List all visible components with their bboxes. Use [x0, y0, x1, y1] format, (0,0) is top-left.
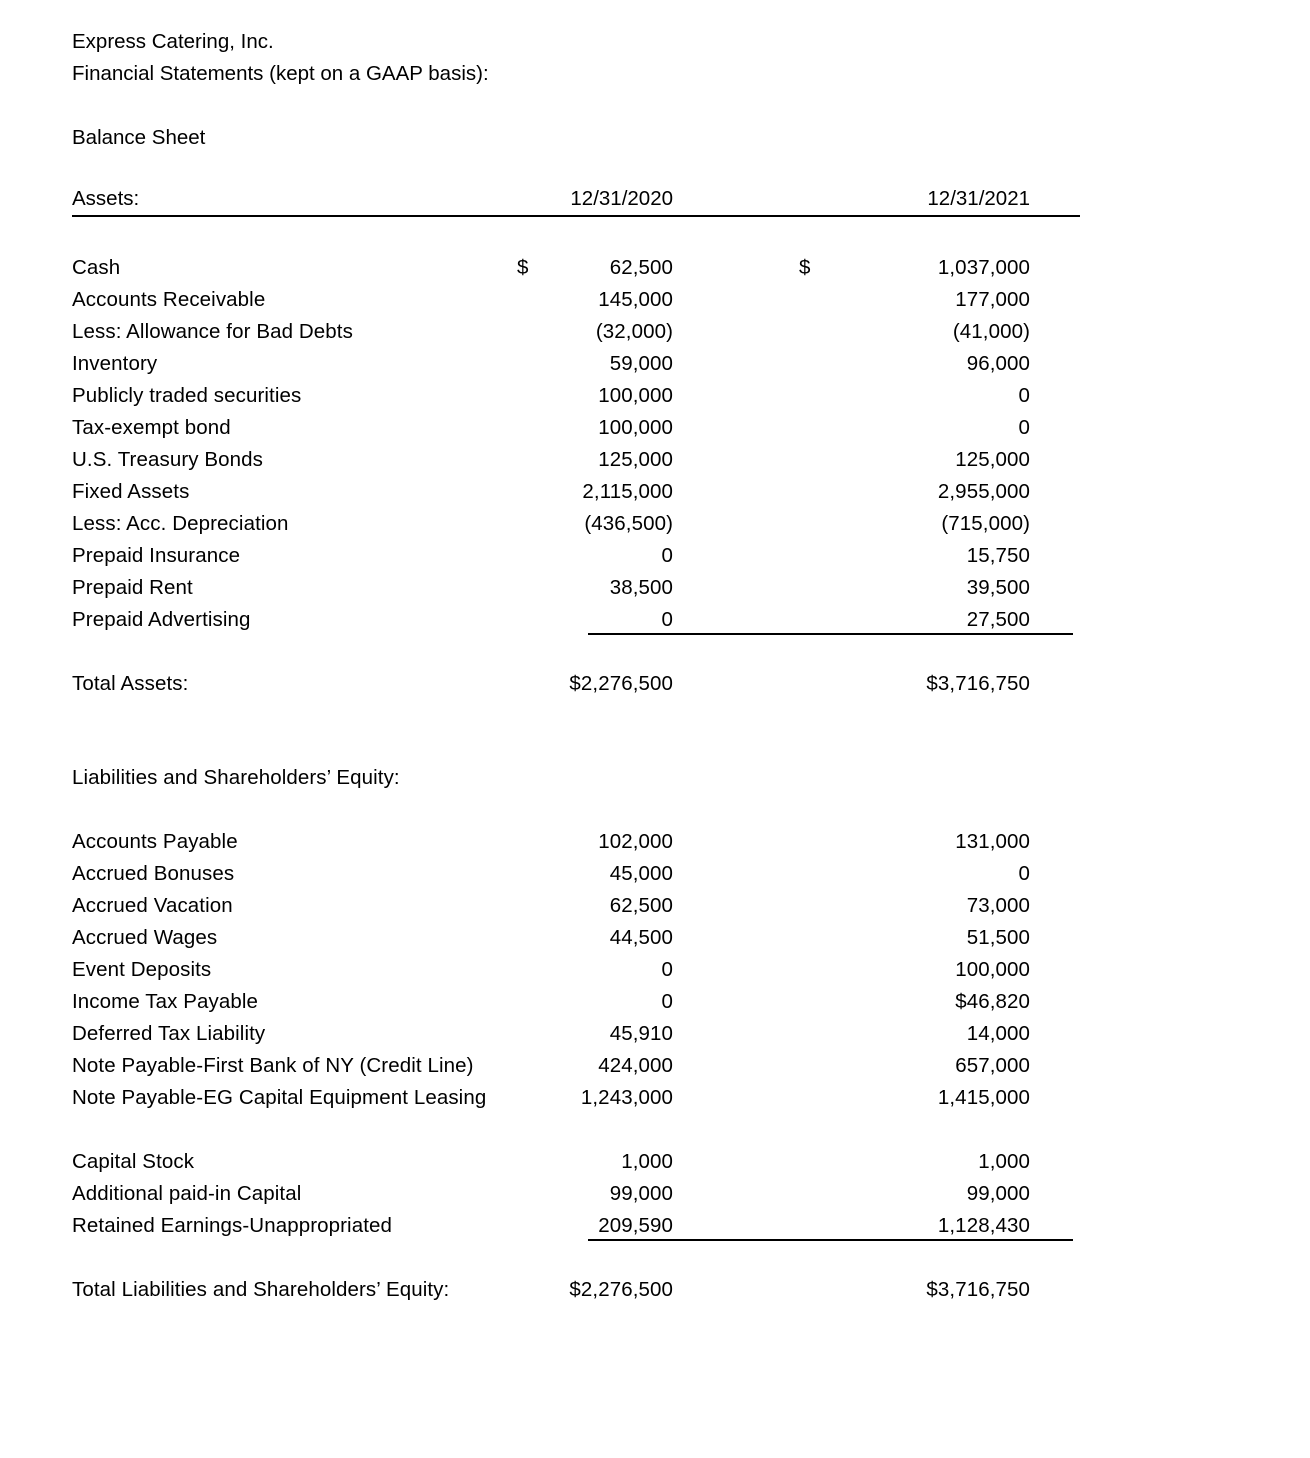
row-value-2020: 1,000 — [621, 1150, 673, 1173]
table-row — [0, 604, 1310, 636]
row-value-2021: (41,000) — [952, 320, 1030, 343]
row-value-2020: 0 — [661, 608, 673, 631]
row-value-2020: 0 — [661, 990, 673, 1013]
assets-header-label: Assets: — [72, 187, 140, 210]
row-value-2020: (436,500) — [584, 512, 673, 535]
table-row — [0, 1082, 1310, 1114]
row-value-2021: 0 — [1018, 416, 1030, 439]
spacer — [0, 220, 1310, 252]
row-value-2021: 131,000 — [955, 830, 1030, 853]
table-row — [0, 380, 1310, 412]
total-liabilities-equity-label: Total Liabilities and Shareholders’ Equity: — [72, 1278, 450, 1301]
row-label: Cash — [72, 256, 121, 279]
row-value-2020: 0 — [661, 958, 673, 981]
table-row — [0, 540, 1310, 572]
document-subtitle: Financial Statements (kept on a GAAP basis): — [72, 62, 489, 85]
total-assets-row — [0, 668, 1310, 700]
subtotal-underline — [588, 633, 1073, 635]
total-liabilities-equity-row — [0, 1274, 1310, 1306]
total-liabilities-equity-2021: $3,716,750 — [926, 1278, 1030, 1301]
row-label: Deferred Tax Liability — [72, 1022, 266, 1045]
row-value-2020: 0 — [661, 544, 673, 567]
table-row — [0, 1210, 1310, 1242]
currency-symbol: $ — [799, 256, 811, 279]
row-value-2021: 1,415,000 — [937, 1086, 1030, 1109]
table-row — [0, 1146, 1310, 1178]
spacer — [0, 90, 1310, 122]
row-value-2021: 0 — [1018, 862, 1030, 885]
table-row — [0, 476, 1310, 508]
spacer — [0, 1242, 1310, 1274]
row-label: Publicly traded securities — [72, 384, 302, 407]
statement-title-block — [72, 122, 1310, 154]
table-row — [0, 826, 1310, 858]
header-underline — [72, 215, 1080, 217]
table-row — [0, 444, 1310, 476]
table-row — [0, 1018, 1310, 1050]
row-value-2021: 39,500 — [966, 576, 1030, 599]
row-value-2020: 2,115,000 — [582, 480, 673, 503]
subtotal-underline — [588, 1239, 1073, 1241]
row-value-2021 — [758, 252, 1030, 284]
row-value-2021: 15,750 — [966, 544, 1030, 567]
row-value-2021: 2,955,000 — [937, 480, 1030, 503]
column-header-2021: 12/31/2021 — [927, 187, 1030, 210]
total-liabilities-equity-2020: $2,276,500 — [569, 1278, 673, 1301]
liabilities-section — [0, 826, 1310, 1114]
row-value-2021: 100,000 — [955, 958, 1030, 981]
statement-title: Balance Sheet — [72, 126, 206, 149]
row-value-2020: 45,910 — [609, 1022, 673, 1045]
table-row — [0, 252, 1310, 284]
row-label: Additional paid-in Capital — [72, 1182, 302, 1205]
table-row — [0, 858, 1310, 890]
row-value-2021: 125,000 — [955, 448, 1030, 471]
row-value-2020: 100,000 — [598, 416, 673, 439]
row-value-2020 — [517, 252, 758, 284]
row-label: Less: Acc. Depreciation — [72, 512, 289, 535]
row-label: Capital Stock — [72, 1150, 195, 1173]
assets-column-header-row — [0, 184, 1310, 220]
row-value-2020: 102,000 — [598, 830, 673, 853]
row-label: Inventory — [72, 352, 158, 375]
total-assets-2021: $3,716,750 — [926, 672, 1030, 695]
row-label: Retained Earnings-Unappropriated — [72, 1214, 393, 1237]
row-label: Prepaid Insurance — [72, 544, 241, 567]
row-value-2020: 209,590 — [598, 1214, 673, 1237]
table-row — [0, 1050, 1310, 1082]
row-value-2020: 59,000 — [609, 352, 673, 375]
row-value-2020: 38,500 — [609, 576, 673, 599]
row-value-2021: 51,500 — [966, 926, 1030, 949]
table-row — [0, 954, 1310, 986]
spacer — [0, 154, 1310, 184]
table-row — [0, 890, 1310, 922]
table-row — [0, 348, 1310, 380]
assets-section — [0, 252, 1310, 636]
table-row — [0, 412, 1310, 444]
spacer — [0, 700, 1310, 762]
row-label: Note Payable-First Bank of NY (Credit Line) — [72, 1054, 474, 1077]
spacer — [0, 1114, 1310, 1146]
row-value-2021: 177,000 — [955, 288, 1030, 311]
row-value-2021: (715,000) — [941, 512, 1030, 535]
row-label: Less: Allowance for Bad Debts — [72, 320, 353, 343]
row-value-2020: 99,000 — [609, 1182, 673, 1205]
row-label: Tax-exempt bond — [72, 416, 231, 439]
table-row — [0, 316, 1310, 348]
row-value-2021: 1,000 — [978, 1150, 1030, 1173]
row-value-2021: 99,000 — [966, 1182, 1030, 1205]
row-value-2021: 0 — [1018, 384, 1030, 407]
row-value-2020: 45,000 — [609, 862, 673, 885]
total-assets-label: Total Assets: — [72, 672, 189, 695]
value-text: 62,500 — [609, 256, 673, 279]
spacer — [0, 636, 1310, 668]
column-header-2020: 12/31/2020 — [570, 187, 673, 210]
row-value-2020: 1,243,000 — [580, 1086, 673, 1109]
spacer — [0, 794, 1310, 826]
row-value-2021: 1,128,430 — [937, 1214, 1030, 1237]
row-value-2021: $46,820 — [955, 990, 1030, 1013]
row-label: Income Tax Payable — [72, 990, 259, 1013]
table-row — [0, 284, 1310, 316]
row-label: Prepaid Rent — [72, 576, 193, 599]
value-text: 1,037,000 — [937, 256, 1030, 279]
row-label: Accrued Wages — [72, 926, 218, 949]
row-label: Accounts Receivable — [72, 288, 266, 311]
row-label: Accounts Payable — [72, 830, 238, 853]
table-row — [0, 922, 1310, 954]
row-value-2021: 96,000 — [966, 352, 1030, 375]
table-row — [0, 986, 1310, 1018]
row-value-2020: 44,500 — [609, 926, 673, 949]
row-value-2020: 424,000 — [598, 1054, 673, 1077]
company-name: Express Catering, Inc. — [72, 30, 274, 53]
table-row — [0, 1178, 1310, 1210]
row-value-2021: 14,000 — [966, 1022, 1030, 1045]
table-row — [0, 572, 1310, 604]
liabilities-header-label: Liabilities and Shareholders’ Equity: — [72, 766, 400, 789]
total-assets-2020: $2,276,500 — [569, 672, 673, 695]
row-value-2020: 145,000 — [598, 288, 673, 311]
row-value-2021: 657,000 — [955, 1054, 1030, 1077]
row-label: U.S. Treasury Bonds — [72, 448, 264, 471]
row-value-2020: 62,500 — [609, 894, 673, 917]
row-label: Accrued Bonuses — [72, 862, 235, 885]
document-header — [72, 26, 1310, 90]
row-label: Event Deposits — [72, 958, 212, 981]
row-label: Prepaid Advertising — [72, 608, 251, 631]
currency-symbol: $ — [517, 256, 529, 279]
equity-section — [0, 1146, 1310, 1242]
row-value-2021: 27,500 — [966, 608, 1030, 631]
row-label: Fixed Assets — [72, 480, 190, 503]
row-label: Accrued Vacation — [72, 894, 233, 917]
row-label: Note Payable-EG Capital Equipment Leasing — [72, 1086, 487, 1109]
liabilities-section-header — [0, 762, 1310, 794]
row-value-2021: 73,000 — [966, 894, 1030, 917]
row-value-2020: 100,000 — [598, 384, 673, 407]
row-value-2020: 125,000 — [598, 448, 673, 471]
row-value-2020: (32,000) — [595, 320, 673, 343]
table-row — [0, 508, 1310, 540]
